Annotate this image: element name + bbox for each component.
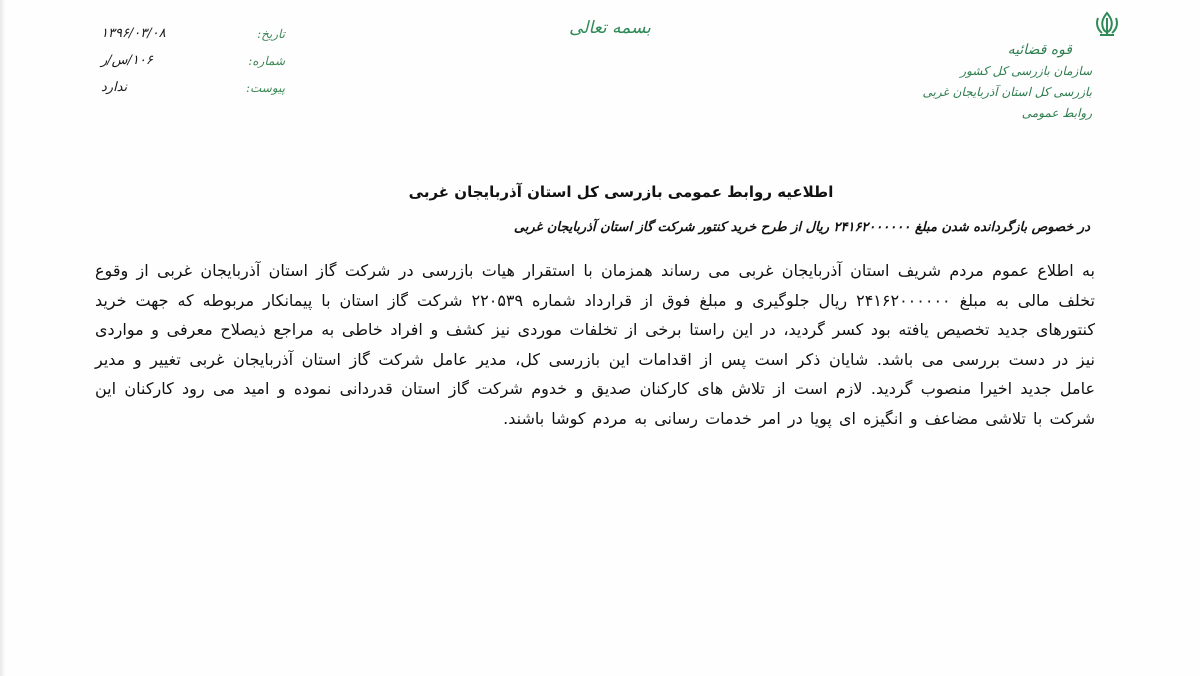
meta-date-label: تاریخ: xyxy=(257,26,285,41)
document-body: به اطلاع عموم مردم شریف استان آذربایجان غربی می رساند همزمان با استقرار هیات بازرسی در شرکت گاز استان آذربایجان غربی از وقوع تخلف مالی به مبلغ ۲۴۱۶۲۰۰۰۰۰۰ ریال جلوگیری و مبلغ فوق از قرارداد شماره ۲۲۰۵۳۹ شرکت گاز استان با پیمانکار مربوطه که جهت خرید کنتورهای جدید تخصیص یافته بود کسر گردید، در این راستا برخی از تخلفات موردی نیز کشف و افراد خاطی به مراجع ذیصلاح معرفی و مواردی نیز در دست بررسی می باشد. شایان ذکر است پس از اقدامات این بازرسی کل، مدیر عامل شرکت گاز استان آذربایجان غربی تغییر و مدیر عامل جدید اخیرا منصوب گردید. لازم است از تلاش های کارکنان صدیق و خدوم شرکت گاز استان قدردانی نموده و امید می رود کارکنان این شرکت با تلاشی مضاعف و انگیزه ای پویا در امر خدمات رسانی به مردم کوشا باشند. xyxy=(95,261,1096,428)
document-subtitle: در خصوص بازگردانده شدن مبلغ ۲۴۱۶۲۰۰۰۰۰۰ ریال از طرح خرید کنتور شرکت گاز استان آذربایجان غربی xyxy=(513,220,1090,235)
meta-attachment-label: پیوست: xyxy=(245,80,285,95)
meta-date-value: ۱۳۹۶/۰۳/۰۸ xyxy=(101,26,166,41)
org-line-public-relations: روابط عمومی xyxy=(1021,106,1092,120)
org-line-judiciary: قوه قضائیه xyxy=(1007,42,1072,58)
meta-number-label: شماره: xyxy=(248,53,285,68)
organization-block xyxy=(892,10,1092,124)
org-line-inspection-org: سازمان بازرسی کل کشور xyxy=(960,64,1092,78)
meta-attachment-row xyxy=(95,74,285,101)
meta-number-row xyxy=(95,47,285,74)
meta-attachment-value: ندارد xyxy=(101,80,128,95)
document-title: اطلاعیه روابط عمومی بازرسی کل استان آذربایجان غربی xyxy=(408,183,834,201)
letter-metadata xyxy=(95,20,285,101)
basmala-heading: بسمه تعالی xyxy=(569,18,651,38)
emblem-icon xyxy=(1092,10,1122,38)
meta-number-value: ۱۰۶/س/ر xyxy=(101,53,153,68)
meta-date-row xyxy=(95,20,285,47)
org-line-province-office: بازرسی کل استان آذربایجان غربی xyxy=(922,85,1092,99)
